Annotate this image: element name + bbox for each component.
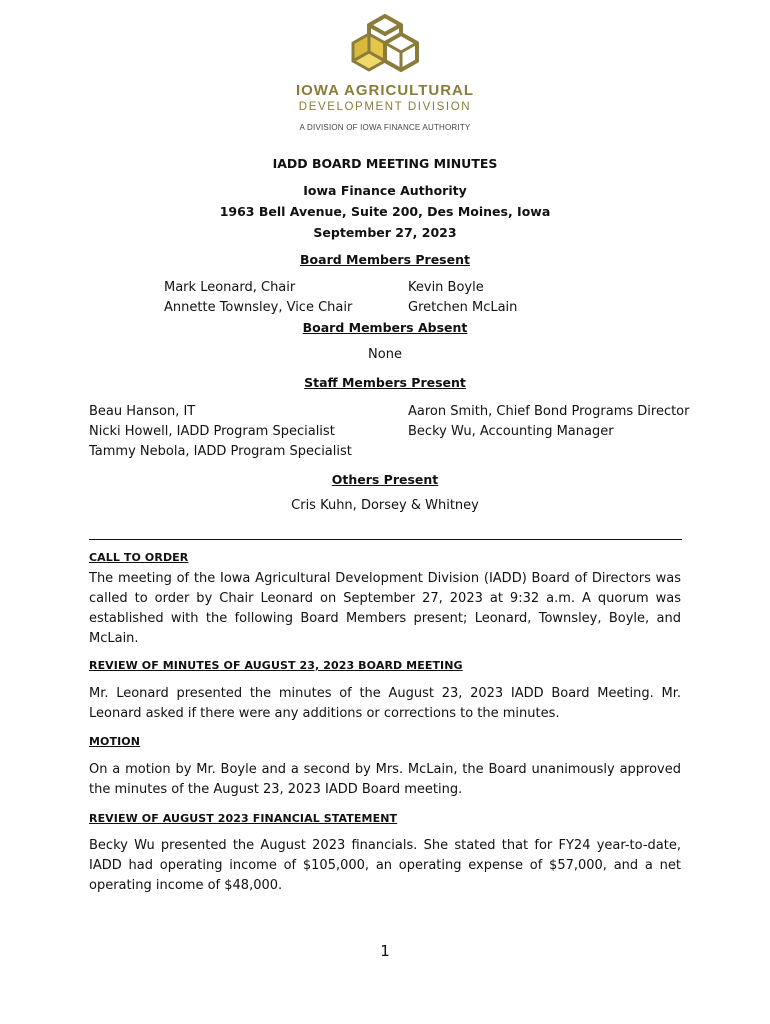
staff-member: Tammy Nebola, IADD Program Specialist [89, 444, 352, 459]
section-text-review-minutes: Mr. Leonard presented the minutes of the August 23, 2023 IADD Board Meeting. Mr. Leonard asked if there were any additions or corrections to the minutes. [89, 686, 681, 721]
document-title: IADD BOARD MEETING MINUTES [272, 156, 498, 171]
staff-member: Aaron Smith, Chief Bond Programs Director [408, 404, 690, 419]
section-text-call-to-order: The meeting of the Iowa Agricultural Development Division (IADD) Board of Directors was called to order by Chair Leonard on September 27, 2023 at 9:32 a.m. A quorum was established with the following Board Members present; Leonard, Townsley, Boyle, and McLain. [89, 571, 681, 646]
section-heading-motion: MOTION [89, 735, 141, 748]
section-heading-review-minutes: REVIEW OF MINUTES OF AUGUST 23, 2023 BOARD MEETING [89, 659, 463, 672]
staff-present-right [408, 402, 689, 442]
logo-title: IOWA AGRICULTURAL [295, 82, 475, 99]
board-member: Mark Leonard, Chair [164, 280, 296, 295]
others-present-value: Cris Kuhn, Dorsey & Whitney [291, 498, 479, 513]
section-text-motion: On a motion by Mr. Boyle and a second by Mrs. McLain, the Board unanimously approved the minutes of the August 23, 2023 IADD Board meeting. [89, 762, 681, 797]
others-present-heading: Others Present [331, 472, 439, 487]
board-member: Gretchen McLain [408, 300, 518, 315]
org-name: Iowa Finance Authority [303, 183, 467, 198]
org-address: 1963 Bell Avenue, Suite 200, Des Moines, Iowa [219, 204, 551, 219]
board-present-left [164, 278, 352, 318]
board-present-right [408, 278, 517, 318]
section-heading-call-to-order: CALL TO ORDER [89, 551, 189, 564]
iadd-logo [0, 14, 770, 132]
board-absent-value: None [368, 347, 402, 362]
staff-present-heading: Staff Members Present [304, 375, 466, 390]
staff-present-left [89, 402, 352, 462]
board-member: Kevin Boyle [408, 280, 484, 295]
divider [89, 539, 682, 540]
board-member: Annette Townsley, Vice Chair [164, 300, 353, 315]
logo-tagline: A DIVISION OF IOWA FINANCE AUTHORITY [299, 123, 471, 132]
staff-member: Becky Wu, Accounting Manager [408, 424, 614, 439]
board-present-heading: Board Members Present [300, 252, 470, 267]
logo-subtitle: DEVELOPMENT DIVISION [298, 101, 472, 113]
cubes-logo-icon [350, 14, 420, 76]
staff-member: Beau Hanson, IT [89, 404, 196, 419]
board-absent-heading: Board Members Absent [302, 320, 468, 335]
meeting-date: September 27, 2023 [313, 225, 457, 240]
section-heading-financial-statement: REVIEW OF AUGUST 2023 FINANCIAL STATEMENT [89, 812, 398, 825]
section-text-financial-statement: Becky Wu presented the August 2023 financials. She stated that for FY24 year-to-date, IADD had operating income of $105,000, an operating expense of $57,000, and a net operating income of $48,000. [89, 838, 681, 893]
page-number: 1 [380, 942, 390, 960]
staff-member: Nicki Howell, IADD Program Specialist [89, 424, 335, 439]
